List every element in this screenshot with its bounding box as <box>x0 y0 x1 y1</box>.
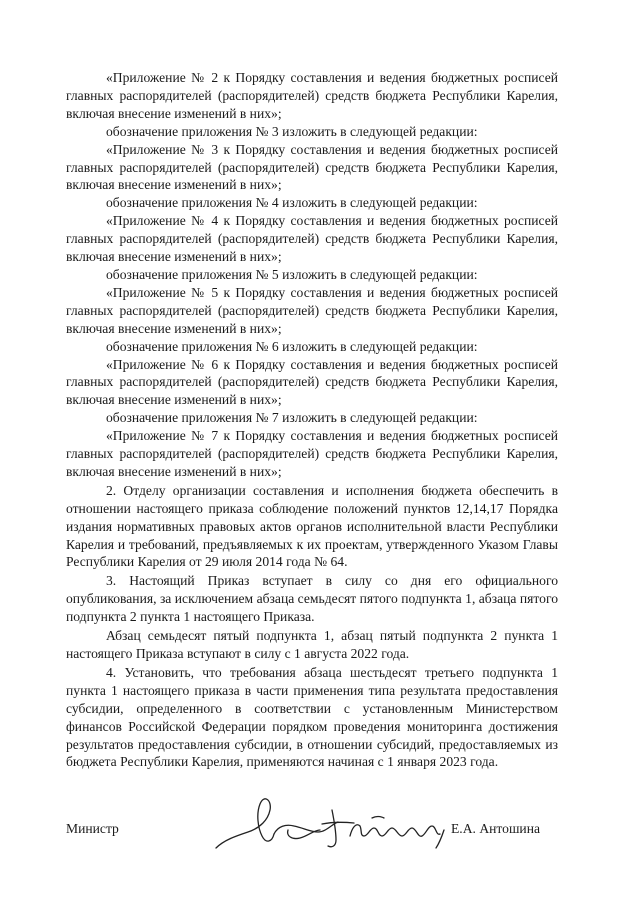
paragraph-item-3-effective-date: Абзац семьдесят пятый подпункта 1, абзац пятый подпункта 2 пункта 1 настоящего Приказа вступают в силу с 1 августа 2022 года. <box>66 628 558 661</box>
document-body <box>66 69 558 771</box>
paragraph-appendix-4-title: «Приложение № 4 к Порядку составления и ведения бюджетных росписей главных распорядителей (распорядителей) средств бюджета Республики Карелия, включая внесение изменений в них»; <box>66 213 558 265</box>
signature-block <box>66 812 558 862</box>
paragraph-appendix-7-title: «Приложение № 7 к Порядку составления и ведения бюджетных росписей главных распорядителей (распорядителей) средств бюджета Республики Карелия, включая внесение изменений в них»; <box>66 428 558 479</box>
paragraph-item-4: 4. Установить, что требования абзаца шестьдесят третьего подпункта 1 пункта 1 настоящего приказа в части применения типа результата предоставления субсидии, определенного в соответствии с установленным Министерством финансов Российской Федерации порядком проведения мониторинга достижения результатов предоставления субсидии, в отношении субсидий, предоставляемых из бюджета Республики Карелия, применяются начиная с 1 января 2023 года. <box>66 664 558 770</box>
paragraph-item-3: 3. Настоящий Приказ вступает в силу со дня его официального опубликования, за исключением абзаца семьдесят пятого подпункта 1, абзаца пятого подпункта 2 пункта 1 настоящего Приказа. <box>66 573 558 625</box>
signer-title: Министр <box>66 821 119 836</box>
paragraph-appendix-6-instruction: обозначение приложения № 6 изложить в следующей редакции: <box>106 338 478 354</box>
paragraph-appendix-5-instruction: обозначение приложения № 5 изложить в следующей редакции: <box>106 266 478 282</box>
paragraph-appendix-6-title: «Приложение № 6 к Порядку составления и ведения бюджетных росписей главных распорядителей (распорядителей) средств бюджета Республики Карелия, включая внесение изменений в них»; <box>66 356 558 408</box>
paragraph-appendix-3-instruction: обозначение приложения № 3 изложить в следующей редакции: <box>106 123 478 139</box>
handwritten-signature <box>214 790 450 858</box>
paragraph-item-2: 2. Отделу организации составления и исполнения бюджета обеспечить в отношении настоящего приказа соблюдение положений пунктов 12,14,17 Порядка издания нормативных правовых актов органов исполнительной власти Республики Карелия и требований, предъявляемых к их проектам, утвержденного Указом Главы Республики Карелия от 29 июля 2014 года № 64. <box>66 482 558 570</box>
paragraph-appendix-4-instruction: обозначение приложения № 4 изложить в следующей редакции: <box>106 195 478 211</box>
paragraph-appendix-3-title: «Приложение № 3 к Порядку составления и ведения бюджетных росписей главных распорядителей (распорядителей) средств бюджета Республики Карелия, включая внесение изменений в них»; <box>66 141 558 193</box>
paragraph-appendix-7-instruction: обозначение приложения № 7 изложить в следующей редакции: <box>106 410 478 426</box>
paragraph-appendix-5-title: «Приложение № 5 к Порядку составления и ведения бюджетных росписей главных распорядителей (распорядителей) средств бюджета Республики Карелия, включая внесение изменений в них»; <box>66 284 558 336</box>
signer-name: Е.А. Антошина <box>451 821 541 836</box>
paragraph-appendix-2-title: «Приложение № 2 к Порядку составления и ведения бюджетных росписей главных распорядителей (распорядителей) средств бюджета Республики Карелия, включая внесение изменений в них»; <box>66 70 558 121</box>
